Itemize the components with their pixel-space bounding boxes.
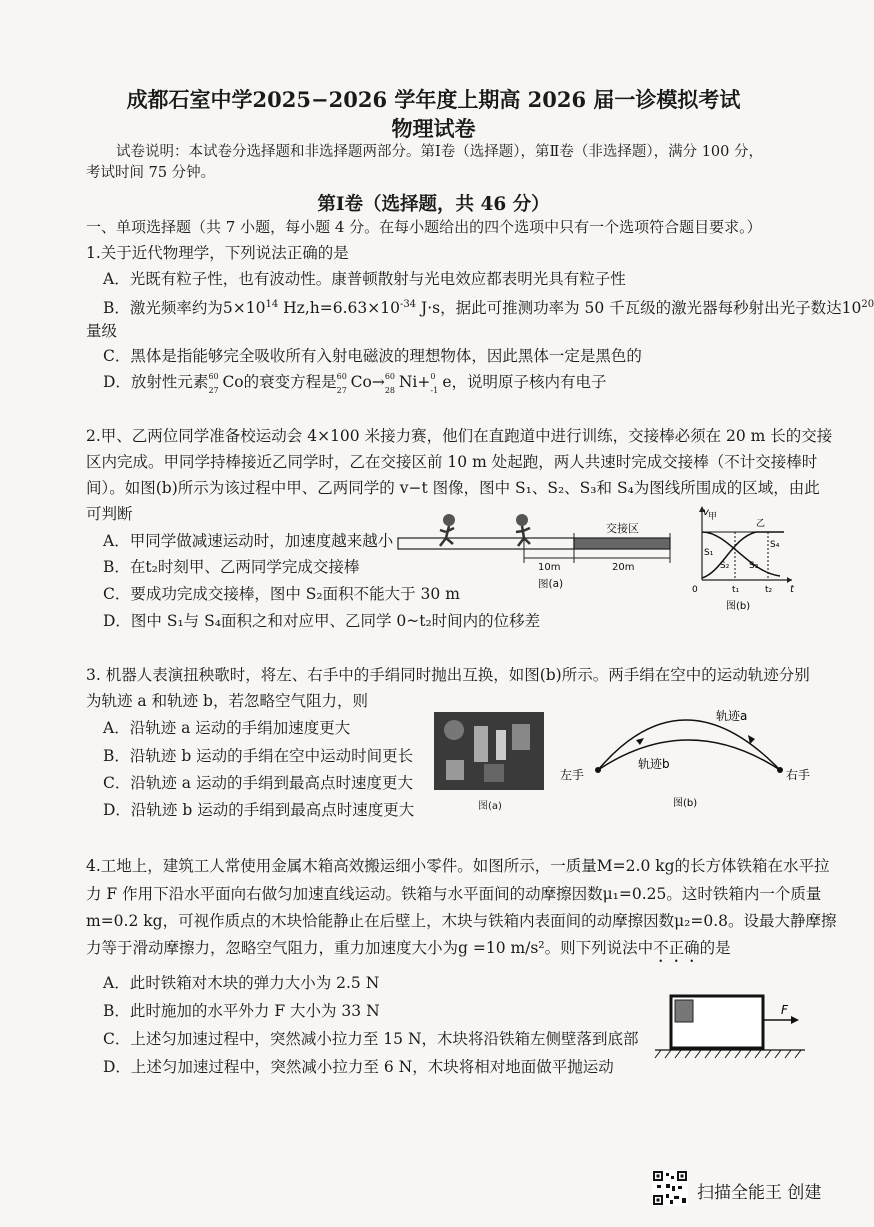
s2-label: S₂ <box>720 561 730 571</box>
arrow-b-icon <box>636 738 644 745</box>
wood-block <box>675 1000 693 1022</box>
t2-label: t₂ <box>765 585 773 595</box>
left-hand-label: 左手 <box>560 768 585 782</box>
s1-label: S₁ <box>704 548 714 558</box>
jia-label: 甲 <box>708 512 718 522</box>
q1-option-d: D．放射性元素 60 27 Co的衰变方程是 60 27 Co→ 60 28 Ni+ 0 -1 e，说明原子核内有电子 <box>103 372 607 395</box>
q4-option-b: B．此时施加的水平外力 F 大小为 33 N <box>103 1002 380 1020</box>
axis-t-label: t <box>790 584 794 595</box>
q2-option-a: A．甲同学做减速运动时，加速度越来越小 <box>103 532 394 550</box>
q2-stem-line2: 区内完成。甲同学持棒接近乙同学时，乙在交接区前 10 m 处起跑，两人共速时完成交接棒（不计交接棒时 <box>86 453 818 471</box>
exam-note-line1: 试卷说明：本试卷分选择题和非选择题两部分。第Ⅰ卷（选择题），第Ⅱ卷（非选择题），满分 100 分， <box>116 144 763 160</box>
qr-code-icon <box>652 1170 688 1206</box>
q3-option-b: B．沿轨迹 b 运动的手绢在空中运动时间更长 <box>103 747 414 765</box>
q4-figure-iron-box <box>655 990 805 1060</box>
distance-20m: 20m <box>612 562 635 573</box>
q3-figure-b-caption: 图(b) <box>673 798 698 809</box>
right-hand-label: 右手 <box>786 768 811 782</box>
q2-option-b: B．在t₂时刻甲、乙两同学完成交接棒 <box>103 558 360 576</box>
q3-stem-line1: 3. 机器人表演扭秧歌时，将左、右手中的手绢同时抛出互换，如图(b)所示。两手绢在空中的运动轨迹分别 <box>86 666 810 684</box>
q2-option-d: D．图中 S₁与 S₄面积之和对应甲、乙同学 0~t₂时间内的位移差 <box>103 612 541 630</box>
q4-option-c: C．上述匀加速过程中，突然减小拉力至 15 N，木块将沿铁箱左侧壁落到底部 <box>103 1030 639 1048</box>
q4-stem-line3: m=0.2 kg，可视作质点的木块恰能静止在后壁上，木块与铁箱内表面间的动摩擦因数μ₂=0.8。设最大静摩擦 <box>86 912 837 930</box>
q4-stem-line1: 4.工地上，建筑工人常使用金属木箱高效搬运细小零件。如图所示，一质量M=2.0 kg的长方体铁箱在水平拉 <box>86 857 830 875</box>
yi-label: 乙 <box>756 519 766 529</box>
s4-label: S₄ <box>770 540 780 550</box>
q3-figure-b <box>558 700 811 815</box>
origin-label: 0 <box>692 585 698 595</box>
figure-b-caption: 图(b) <box>726 601 751 612</box>
q2-figure-a <box>396 508 686 600</box>
q4-stem-line4: 力等于滑动摩擦力，忽略空气阻力，重力加速度大小为g =10 m/s²。则下列说法中不正确的是 <box>86 939 731 957</box>
q1-option-b-cont: 量级 <box>86 322 118 340</box>
q3-option-d: D．沿轨迹 b 运动的手绢到最高点时速度更大 <box>103 801 415 819</box>
curve-yi <box>702 532 784 578</box>
emphasis-not-correct: 不正确 <box>653 939 700 957</box>
q2-stem-line1: 2.甲、乙两位同学准备校运动会 4×100 米接力赛，他们在直跑道中进行训练，交接棒必须在 20 m 长的交接 <box>86 427 833 445</box>
subject-title: 物理试卷 <box>391 116 476 141</box>
q4-option-a: A．此时铁箱对木块的弹力大小为 2.5 N <box>103 974 380 992</box>
q2-option-c: C．要成功完成交接棒，图中 S₂面积不能大于 30 m <box>103 585 460 603</box>
q3-stem-line2: 为轨迹 a 和轨迹 b，若忽略空气阻力，则 <box>86 692 368 710</box>
q4-option-d: D．上述匀加速过程中，突然减小拉力至 6 N，木块将相对地面做平抛运动 <box>103 1058 614 1076</box>
force-arrow-icon <box>791 1016 799 1024</box>
runner-yi-icon <box>516 514 530 546</box>
robot-photo <box>434 712 544 790</box>
figure-a-caption: 图(a) <box>538 578 564 590</box>
axis-v-label: v <box>703 507 709 518</box>
section-title: 第Ⅰ卷（选择题，共 46 分） <box>317 194 550 215</box>
q2-stem-line3: 间）。如图(b)所示为该过程中甲、乙两同学的 v−t 图像，图中 S₁、S₂、S₃和 S₄为图线所围成的区域，由此 <box>86 479 820 497</box>
runner-jia-icon <box>440 514 455 546</box>
q1-option-a: A．光既有粒子性，也有波动性。康普顿散射与光电效应都表明光具有粒子性 <box>103 270 626 288</box>
track-b-label: 轨迹b <box>638 757 670 771</box>
q2-figure-b <box>688 502 798 614</box>
scanner-watermark: 扫描全能王 创建 <box>697 1183 822 1203</box>
distance-10m: 10m <box>538 562 561 573</box>
trajectory-b <box>598 740 780 770</box>
q1-option-c: C．黑体是指能够完全吸收所有入射电磁波的理想物体，因此黑体一定是黑色的 <box>103 347 642 365</box>
trajectory-a <box>598 720 780 770</box>
part-one-instructions: 一、单项选择题（共 7 小题，每小题 4 分。在每小题给出的四个选项中只有一个选项符合题目要求。） <box>86 218 762 236</box>
exam-title: 成都石室中学2025−2026 学年度上期高 2026 届一诊模拟考试 <box>126 87 741 112</box>
q3-option-a: A．沿轨迹 a 运动的手绢加速度更大 <box>103 719 351 737</box>
q3-figure-a-caption: 图(a) <box>478 801 502 812</box>
force-f-label: F <box>781 1003 788 1017</box>
q3-option-c: C．沿轨迹 a 运动的手绢到最高点时速度更大 <box>103 774 413 792</box>
t1-label: t₁ <box>732 585 740 595</box>
q4-stem-line2: 力 F 作用下沿水平面向右做匀加速直线运动。铁箱与水平面间的动摩擦因数μ₁=0.25。这时铁箱内一个质量 <box>86 885 822 903</box>
q1-stem: 1.关于近代物理学，下列说法正确的是 <box>86 244 349 262</box>
s3-label: S₃ <box>749 561 759 571</box>
zone-label: 交接区 <box>606 522 639 535</box>
exam-note-line2: 考试时间 75 分钟。 <box>86 165 216 181</box>
track-a-label: 轨迹a <box>716 709 748 723</box>
q2-stem-line4: 可判断 <box>86 505 133 523</box>
handoff-zone-bar <box>574 538 670 549</box>
q1-option-b: B．激光频率约为$5\times 10^{14}$ $Hz,h=6.63\times 10^{-34}$ J·s，据此可推测功率为 50 千瓦级的激光器每秒射出光子数达$10^{20}$ <box>103 299 874 318</box>
